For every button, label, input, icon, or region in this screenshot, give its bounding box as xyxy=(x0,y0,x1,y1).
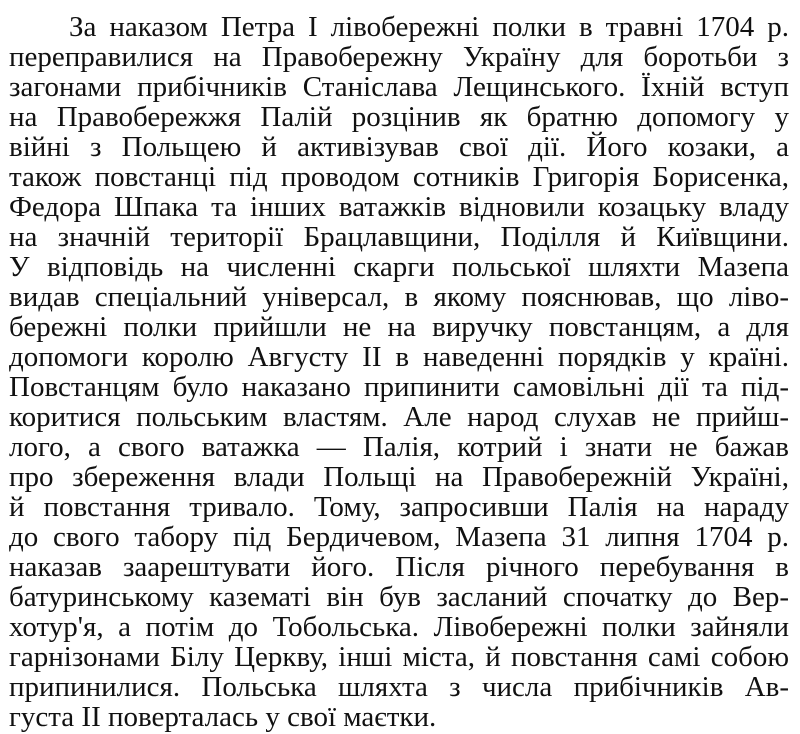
paragraph-line-6: також повстанці під проводом сотників Григорія Борисенка, xyxy=(9,161,789,193)
paragraph-line-4: на Правобережжя Палій розцінив як братню допомогу у xyxy=(9,101,789,133)
paragraph-line-17: й повстання тривало. Тому, запросивши Палія на нараду xyxy=(9,491,789,523)
paragraph-line-23: припинилися. Польська шляхта з числа прибічників Ав- xyxy=(9,671,789,703)
paragraph-line-13: Повстанцям було наказано припинити самовільні дії та під- xyxy=(9,371,789,403)
paragraph-line-15: лого, а свого ватажка — Палія, котрий і знати не бажав xyxy=(9,431,789,463)
paragraph-line-8: на значній території Брацлавщини, Поділля й Київщини. xyxy=(9,221,789,253)
paragraph-line-1: За наказом Петра І лівобережні полки в травні 1704 р. xyxy=(69,11,789,43)
paragraph-line-11: бережні полки прийшли не на виручку повстанцям, а для xyxy=(9,311,789,343)
paragraph-line-5: війні з Польщею й активізував свої дії. Його козаки, а xyxy=(9,131,789,163)
paragraph-line-22: гарнізонами Білу Церкву, інші міста, й повстання самі собою xyxy=(9,641,789,673)
paragraph-line-7: Федора Шпака та інших ватажків відновили козацьку владу xyxy=(9,191,789,223)
paragraph-line-2: переправилися на Правобережну Україну для боротьби з xyxy=(9,41,789,73)
paragraph-line-18: до свого табору під Бердичевом, Мазепа 31 липня 1704 р. xyxy=(9,521,789,553)
paragraph-line-20: батуринському казематі він був засланий спочатку до Вер- xyxy=(9,581,789,613)
paragraph-line-19: наказав заарештувати його. Після річного перебування в xyxy=(9,551,789,583)
paragraph-line-12: допомоги королю Августу II в наведенні порядків у країні. xyxy=(9,341,789,373)
paragraph-line-3: загонами прибічників Станіслава Лещинського. Їхній вступ xyxy=(9,71,789,103)
paragraph-line-14: коритися польським властям. Але народ слухав не прийш- xyxy=(9,401,789,433)
paragraph-line-21: хотур'я, а потім до Тобольська. Лівобережні полки зайняли xyxy=(9,611,789,643)
document-page xyxy=(9,2,789,733)
paragraph-line-10: видав спеціальний універсал, в якому пояснював, що ліво- xyxy=(9,281,789,313)
paragraph-line-16: про збереження влади Польщі на Правобережній Україні, xyxy=(9,461,789,493)
paragraph-line-9: У відповідь на численні скарги польської шляхти Мазепа xyxy=(9,251,789,283)
paragraph-line-24: густа II поверталась у свої маєтки. xyxy=(9,701,437,733)
